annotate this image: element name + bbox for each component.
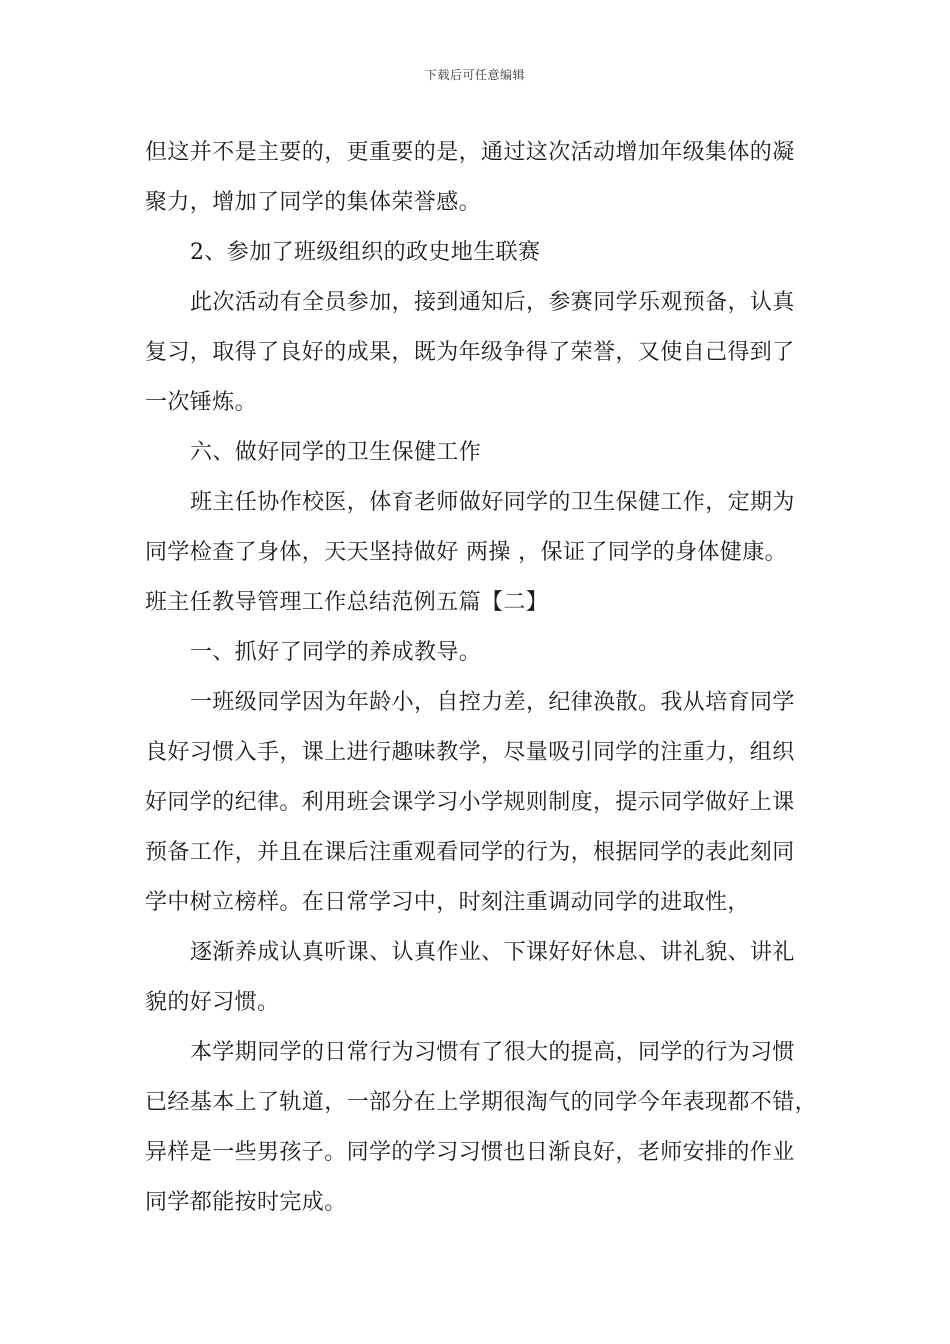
text-line: 此次活动有全员参加，接到通知后，参赛同学乐观预备，认真 — [190, 290, 795, 315]
text-line: 一班级同学因为年龄小，自控力差，纪律涣散。我从培育同学 — [190, 690, 795, 715]
text-line: 一次锤炼。 — [145, 390, 258, 415]
text-line: 异样是一些男孩子。同学的学习习惯也日渐良好，老师安排的作业 — [145, 1140, 795, 1165]
text-line: 同学检查了身体，天天坚持做好 两操 ，保证了同学的身体健康。 — [145, 540, 787, 565]
text-line: 貌的好习惯。 — [145, 990, 280, 1015]
text-line: 逐渐养成认真听课、认真作业、下课好好休息、讲礼貌、讲礼 — [190, 940, 795, 965]
text-line: 同学都能按时完成。 — [145, 1190, 347, 1215]
text-line: 复习，取得了良好的成果，既为年级争得了荣誉，又使自己得到了 — [145, 340, 795, 365]
text-line: 班主任协作校医，体育老师做好同学的卫生保健工作，定期为 — [190, 490, 795, 515]
section-heading: 六、做好同学的卫生保健工作 — [190, 440, 482, 465]
text-line: 预备工作，并且在课后注重观看同学的行为，根据同学的表此刻同 — [145, 840, 795, 865]
text-line: 学中树立榜样。在日常学习中，时刻注重调动同学的进取性， — [145, 890, 750, 915]
page-header: 下载后可任意编辑 — [424, 68, 525, 82]
text-line: 本学期同学的日常行为习惯有了很大的提高，同学的行为习惯 — [190, 1040, 795, 1065]
text-line: 但这并不是主要的，更重要的是，通过这次活动增加年级集体的凝 — [145, 140, 795, 165]
text-line: 良好习惯入手，课上进行趣味教学，尽量吸引同学的注重力，组织 — [145, 740, 795, 765]
text-line: 已经基本上了轨道，一部分在上学期很淘气的同学今年表现都不错， — [145, 1090, 818, 1115]
section-heading: 一、抓好了同学的养成教导。 — [190, 640, 482, 665]
text-line: 聚力，增加了同学的集体荣誉感。 — [145, 190, 482, 215]
section-heading: 2、参加了班级组织的政史地生联赛 — [190, 240, 541, 265]
text-line: 好同学的纪律。利用班会课学习小学规则制度，提示同学做好上课 — [145, 790, 795, 815]
article-title: 班主任教导管理工作总结范例五篇【二】 — [145, 590, 549, 615]
document-body — [145, 128, 825, 1228]
